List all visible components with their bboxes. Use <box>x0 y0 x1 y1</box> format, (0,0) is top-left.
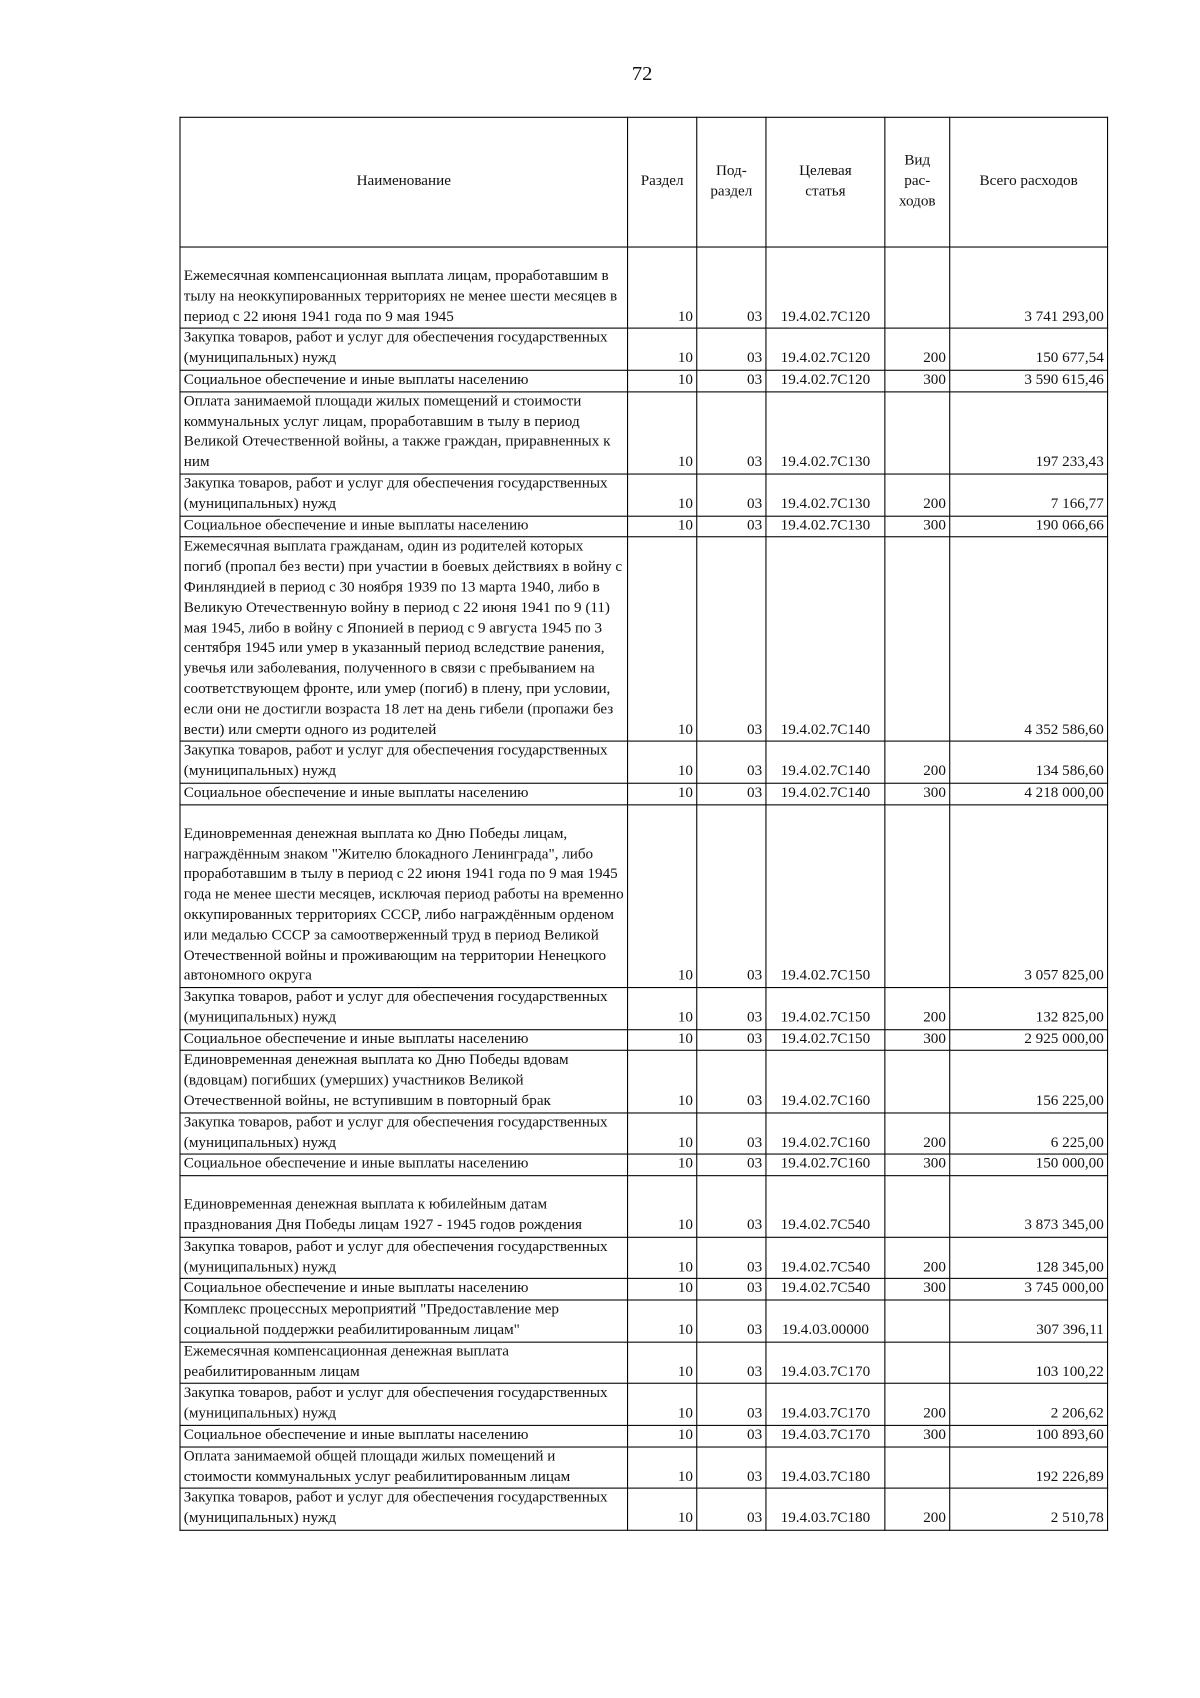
row-target: 19.4.02.7С140 <box>766 783 885 804</box>
row-name: Социальное обеспечение и иные выплаты населению <box>180 1029 628 1050</box>
row-subsection: 03 <box>697 247 766 329</box>
table-row <box>180 1489 1108 1531</box>
row-section: 10 <box>628 988 697 1030</box>
table-row <box>180 1384 1108 1426</box>
row-total: 128 345,00 <box>950 1237 1108 1279</box>
table-row <box>180 1176 1108 1237</box>
row-name: Единовременная денежная выплата ко Дню Победы вдовам (вдовцам) погибших (умерших) участников Великой Отечественной войны, не вступившим в повторный брак <box>180 1051 628 1113</box>
row-kind: 200 <box>885 329 950 371</box>
header-subsection: Под- раздел <box>697 117 766 247</box>
row-section: 10 <box>628 1425 697 1446</box>
table-row <box>180 741 1108 783</box>
row-total: 134 586,60 <box>950 741 1108 783</box>
row-kind: 300 <box>885 1029 950 1050</box>
row-subsection: 03 <box>697 516 766 537</box>
row-target: 19.4.02.7С160 <box>766 1155 885 1176</box>
row-target: 19.4.03.7С170 <box>766 1384 885 1426</box>
row-kind: 200 <box>885 474 950 516</box>
header-section: Раздел <box>628 117 697 247</box>
row-target: 19.4.03.7С180 <box>766 1489 885 1531</box>
row-section: 10 <box>628 741 697 783</box>
row-target: 19.4.03.00000 <box>766 1300 885 1342</box>
row-subsection: 03 <box>697 1447 766 1489</box>
row-section: 10 <box>628 329 697 371</box>
row-subsection: 03 <box>697 1279 766 1300</box>
row-total: 307 396,11 <box>950 1300 1108 1342</box>
row-subsection: 03 <box>697 783 766 804</box>
row-kind: 200 <box>885 1489 950 1531</box>
row-subsection: 03 <box>697 1176 766 1237</box>
row-target: 19.4.02.7С160 <box>766 1051 885 1113</box>
table-row <box>180 1051 1108 1113</box>
row-total: 3 741 293,00 <box>950 247 1108 329</box>
table-row <box>180 1155 1108 1176</box>
row-kind: 300 <box>885 1425 950 1446</box>
row-subsection: 03 <box>697 805 766 988</box>
row-total: 3 057 825,00 <box>950 805 1108 988</box>
row-kind <box>885 1051 950 1113</box>
row-subsection: 03 <box>697 988 766 1030</box>
row-name: Единовременная денежная выплата ко Дню Победы лицам, награждённым знаком "Жителю блокадного Ленинграда", либо проработавшим в тылу в период с 22 июня 1941 года по 9 мая 1945 года не менее шести месяцев, исключая период работы на временно оккупированных территориях СССР, либо награждённым орденом или медалью СССР за самоотверженный труд в период Великой Отечественной войны и проживающим на территории Ненецкого автономного округа <box>180 805 628 988</box>
row-subsection: 03 <box>697 1300 766 1342</box>
row-target: 19.4.02.7С150 <box>766 988 885 1030</box>
row-subsection: 03 <box>697 370 766 391</box>
row-kind: 300 <box>885 1279 950 1300</box>
row-section: 10 <box>628 1237 697 1279</box>
row-target: 19.4.02.7С540 <box>766 1176 885 1237</box>
row-kind: 200 <box>885 741 950 783</box>
table-row <box>180 1425 1108 1446</box>
row-subsection: 03 <box>697 1237 766 1279</box>
row-name: Социальное обеспечение и иные выплаты населению <box>180 1279 628 1300</box>
row-target: 19.4.03.7С170 <box>766 1342 885 1384</box>
row-section: 10 <box>628 1384 697 1426</box>
row-target: 19.4.02.7С140 <box>766 537 885 741</box>
table-row <box>180 247 1108 329</box>
table-row <box>180 1113 1108 1155</box>
row-name: Закупка товаров, работ и услуг для обеспечения государственных (муниципальных) нужд <box>180 988 628 1030</box>
row-total: 100 893,60 <box>950 1425 1108 1446</box>
row-target: 19.4.02.7С140 <box>766 741 885 783</box>
row-name: Социальное обеспечение и иные выплаты населению <box>180 1155 628 1176</box>
header-name: Наименование <box>180 117 628 247</box>
table-row <box>180 1342 1108 1384</box>
row-target: 19.4.02.7С130 <box>766 516 885 537</box>
row-name: Закупка товаров, работ и услуг для обеспечения государственных (муниципальных) нужд <box>180 474 628 516</box>
table-row <box>180 1237 1108 1279</box>
row-total: 4 218 000,00 <box>950 783 1108 804</box>
row-total: 150 677,54 <box>950 329 1108 371</box>
row-section: 10 <box>628 474 697 516</box>
row-total: 3 873 345,00 <box>950 1176 1108 1237</box>
table-row <box>180 1029 1108 1050</box>
table-row <box>180 1279 1108 1300</box>
row-total: 3 745 000,00 <box>950 1279 1108 1300</box>
row-target: 19.4.02.7С150 <box>766 805 885 988</box>
row-kind <box>885 247 950 329</box>
row-section: 10 <box>628 1176 697 1237</box>
row-kind <box>885 1176 950 1237</box>
row-subsection: 03 <box>697 329 766 371</box>
row-name: Социальное обеспечение и иные выплаты населению <box>180 1425 628 1446</box>
row-total: 3 590 615,46 <box>950 370 1108 391</box>
row-subsection: 03 <box>697 1155 766 1176</box>
row-name: Социальное обеспечение и иные выплаты населению <box>180 516 628 537</box>
row-section: 10 <box>628 392 697 474</box>
row-kind <box>885 537 950 741</box>
row-section: 10 <box>628 516 697 537</box>
table-row <box>180 783 1108 804</box>
row-kind: 200 <box>885 1384 950 1426</box>
row-kind: 300 <box>885 1155 950 1176</box>
header-kind: Вид рас- ходов <box>885 117 950 247</box>
row-total: 156 225,00 <box>950 1051 1108 1113</box>
row-section: 10 <box>628 1279 697 1300</box>
row-subsection: 03 <box>697 1489 766 1531</box>
row-name: Закупка товаров, работ и услуг для обеспечения государственных (муниципальных) нужд <box>180 1113 628 1155</box>
row-total: 132 825,00 <box>950 988 1108 1030</box>
page-number: 72 <box>631 62 653 86</box>
header-target: Целевая статья <box>766 117 885 247</box>
row-subsection: 03 <box>697 474 766 516</box>
row-subsection: 03 <box>697 1029 766 1050</box>
row-target: 19.4.02.7С540 <box>766 1279 885 1300</box>
row-subsection: 03 <box>697 537 766 741</box>
row-target: 19.4.03.7С170 <box>766 1425 885 1446</box>
row-section: 10 <box>628 1342 697 1384</box>
row-section: 10 <box>628 1029 697 1050</box>
row-name: Закупка товаров, работ и услуг для обеспечения государственных (муниципальных) нужд <box>180 1489 628 1531</box>
row-name: Ежемесячная выплата гражданам, один из родителей которых погиб (пропал без вести) при участии в боевых действиях в войну с Финляндией в период с 30 ноября 1939 по 13 марта 1940, либо в Великую Отечественную войну в период с 22 июня 1941 по 9 (11) мая 1945, либо в войну с Японией в период с 9 августа 1945 по 3 сентября 1945 или умер в указанный период вследствие ранения, увечья или заболевания, полученного в связи с пребыванием на соответствующем фронте, или умер (погиб) в плену, при условии, если они не достигли возраста 18 лет на день гибели (пропажи без вести) или смерти одного из родителей <box>180 537 628 741</box>
row-target: 19.4.03.7С180 <box>766 1447 885 1489</box>
table-row <box>180 370 1108 391</box>
row-name: Закупка товаров, работ и услуг для обеспечения государственных (муниципальных) нужд <box>180 741 628 783</box>
table-row <box>180 392 1108 474</box>
row-target: 19.4.02.7С540 <box>766 1237 885 1279</box>
row-section: 10 <box>628 1489 697 1531</box>
row-subsection: 03 <box>697 1051 766 1113</box>
row-target: 19.4.02.7С120 <box>766 329 885 371</box>
table-row <box>180 805 1108 988</box>
table-row <box>180 329 1108 371</box>
row-kind: 300 <box>885 783 950 804</box>
row-section: 10 <box>628 537 697 741</box>
row-name: Оплата занимаемой общей площади жилых помещений и стоимости коммунальных услуг реабилитированным лицам <box>180 1447 628 1489</box>
row-kind <box>885 805 950 988</box>
row-name: Закупка товаров, работ и услуг для обеспечения государственных (муниципальных) нужд <box>180 1384 628 1426</box>
header-total: Всего расходов <box>950 117 1108 247</box>
row-subsection: 03 <box>697 1342 766 1384</box>
row-kind: 200 <box>885 1113 950 1155</box>
row-total: 190 066,66 <box>950 516 1108 537</box>
row-subsection: 03 <box>697 741 766 783</box>
row-section: 10 <box>628 1155 697 1176</box>
row-name: Ежемесячная компенсационная выплата лицам, проработавшим в тылу на неоккупированных территориях не менее шести месяцев в период с 22 июня 1941 года по 9 мая 1945 <box>180 247 628 329</box>
row-kind <box>885 1447 950 1489</box>
row-section: 10 <box>628 1300 697 1342</box>
row-name: Закупка товаров, работ и услуг для обеспечения государственных (муниципальных) нужд <box>180 1237 628 1279</box>
row-target: 19.4.02.7С160 <box>766 1113 885 1155</box>
row-total: 2 925 000,00 <box>950 1029 1108 1050</box>
row-name: Закупка товаров, работ и услуг для обеспечения государственных (муниципальных) нужд <box>180 329 628 371</box>
row-section: 10 <box>628 783 697 804</box>
row-name: Оплата занимаемой площади жилых помещений и стоимости коммунальных услуг лицам, проработавшим в тылу в период Великой Отечественной войны, а также граждан, приравненных к ним <box>180 392 628 474</box>
row-total: 6 225,00 <box>950 1113 1108 1155</box>
row-total: 150 000,00 <box>950 1155 1108 1176</box>
table-header <box>180 117 1108 247</box>
row-kind: 300 <box>885 370 950 391</box>
budget-table <box>179 117 1108 1531</box>
row-subsection: 03 <box>697 1113 766 1155</box>
row-section: 10 <box>628 1051 697 1113</box>
row-total: 103 100,22 <box>950 1342 1108 1384</box>
row-kind <box>885 1300 950 1342</box>
row-total: 7 166,77 <box>950 474 1108 516</box>
table-row <box>180 988 1108 1030</box>
row-section: 10 <box>628 805 697 988</box>
row-total: 2 206,62 <box>950 1384 1108 1426</box>
row-subsection: 03 <box>697 1384 766 1426</box>
row-target: 19.4.02.7С150 <box>766 1029 885 1050</box>
row-name: Ежемесячная компенсационная денежная выплата реабилитированным лицам <box>180 1342 628 1384</box>
row-target: 19.4.02.7С120 <box>766 370 885 391</box>
row-section: 10 <box>628 247 697 329</box>
row-kind: 300 <box>885 516 950 537</box>
row-total: 192 226,89 <box>950 1447 1108 1489</box>
row-target: 19.4.02.7С130 <box>766 392 885 474</box>
row-name: Единовременная денежная выплата к юбилейным датам празднования Дня Победы лицам 1927 - 1945 годов рождения <box>180 1176 628 1237</box>
row-subsection: 03 <box>697 1425 766 1446</box>
row-section: 10 <box>628 370 697 391</box>
row-kind: 200 <box>885 1237 950 1279</box>
row-kind <box>885 392 950 474</box>
row-name: Комплекс процессных мероприятий "Предоставление мер социальной поддержки реабилитированным лицам" <box>180 1300 628 1342</box>
table-row <box>180 537 1108 741</box>
row-total: 197 233,43 <box>950 392 1108 474</box>
row-name: Социальное обеспечение и иные выплаты населению <box>180 783 628 804</box>
row-subsection: 03 <box>697 392 766 474</box>
row-target: 19.4.02.7С130 <box>766 474 885 516</box>
row-name: Социальное обеспечение и иные выплаты населению <box>180 370 628 391</box>
row-section: 10 <box>628 1447 697 1489</box>
row-section: 10 <box>628 1113 697 1155</box>
table-row <box>180 474 1108 516</box>
row-total: 4 352 586,60 <box>950 537 1108 741</box>
row-kind: 200 <box>885 988 950 1030</box>
row-total: 2 510,78 <box>950 1489 1108 1531</box>
table-row <box>180 1300 1108 1342</box>
row-target: 19.4.02.7С120 <box>766 247 885 329</box>
table-row <box>180 1447 1108 1489</box>
row-kind <box>885 1342 950 1384</box>
table-row <box>180 516 1108 537</box>
